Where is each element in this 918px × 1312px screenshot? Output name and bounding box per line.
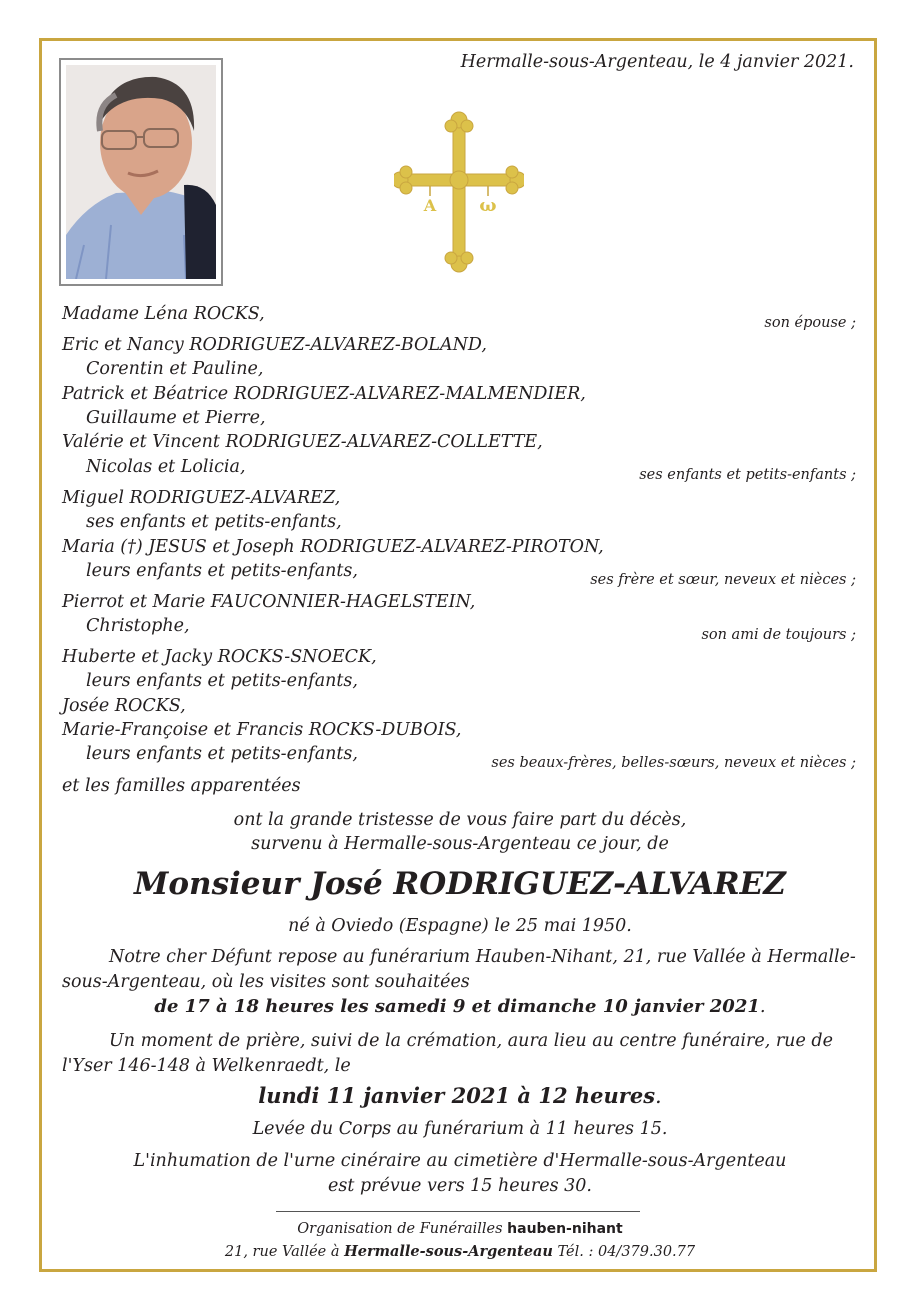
family-line: ses enfants et petits-enfants, xyxy=(86,512,342,532)
relation-label: son épouse ; xyxy=(764,315,856,331)
family-line: Nicolas et Lolicia, xyxy=(86,457,246,477)
ceremony-date-end: . xyxy=(655,1084,662,1108)
family-line: leurs enfants et petits-enfants, xyxy=(86,671,358,691)
footer-address xyxy=(62,1243,858,1260)
family-line: Pierrot et Marie FAUCONNIER-HAGELSTEIN, xyxy=(62,592,476,612)
family-line: Marie-Françoise et Francis ROCKS-DUBOIS, xyxy=(62,720,462,740)
family-line: Corentin et Pauline, xyxy=(86,359,264,379)
family-line: leurs enfants et petits-enfants, xyxy=(86,744,358,764)
footer-phone: Tél. : 04/379.30.77 xyxy=(557,1244,696,1260)
relation-label: son ami de toujours ; xyxy=(701,627,856,643)
family-line: et les familles apparentées xyxy=(62,776,301,796)
family-line: Josée ROCKS, xyxy=(62,696,186,716)
footer-organisation xyxy=(62,1221,858,1237)
alpha-letter: A xyxy=(423,196,437,215)
family-line: Guillaume et Pierre, xyxy=(86,408,266,428)
ceremony-date-bold: lundi 11 janvier 2021 à 12 heures xyxy=(258,1083,656,1108)
family-line: Miguel RODRIGUEZ-ALVAREZ, xyxy=(62,488,341,508)
visits-schedule xyxy=(62,996,858,1017)
visits-schedule-end: . xyxy=(759,996,766,1017)
announcement-line-2: survenu à Hermalle-sous-Argenteau ce jour, de xyxy=(251,834,669,854)
portrait-photo xyxy=(59,58,223,286)
family-line: Valérie et Vincent RODRIGUEZ-ALVAREZ-COLLETTE, xyxy=(62,432,543,452)
family-line: Huberte et Jacky ROCKS-SNOECK, xyxy=(62,647,377,667)
relation-label: ses beaux-frères, belles-sœurs, neveux et nièces ; xyxy=(491,755,856,771)
place-date: Hermalle-sous-Argenteau, le 4 janvier 2021. xyxy=(460,52,854,72)
visits-text: Notre cher Défunt repose au funérarium Hauben-Nihant, 21, rue Vallée à Hermalle-sous-Argenteau, où les visites sont souhaitées xyxy=(62,947,856,992)
omega-letter: ω xyxy=(479,195,497,216)
ceremony-date xyxy=(62,1083,858,1108)
footer-address-city: Hermalle-sous-Argenteau xyxy=(344,1243,553,1260)
brand-logo: hauben-nihant xyxy=(507,1221,623,1237)
portrait-illustration xyxy=(66,65,216,279)
relation-label: ses frère et sœur, neveux et nièces ; xyxy=(590,572,856,588)
cross-icon xyxy=(394,110,524,274)
inhumation-line-1: L'inhumation de l'urne cinéraire au cimetière d'Hermalle-sous-Argenteau xyxy=(133,1151,787,1171)
family-line: Madame Léna ROCKS, xyxy=(62,304,265,324)
family-line: Maria (†) JESUS et Joseph RODRIGUEZ-ALVAREZ-PIROTON, xyxy=(62,537,604,557)
levee-du-corps: Levée du Corps au funérarium à 11 heures 15. xyxy=(252,1119,668,1139)
birth-info: né à Oviedo (Espagne) le 25 mai 1950. xyxy=(288,916,632,936)
announcement-line-1: ont la grande tristesse de vous faire part du décès, xyxy=(233,810,687,830)
family-line: Patrick et Béatrice RODRIGUEZ-ALVAREZ-MALMENDIER, xyxy=(62,384,586,404)
footer-address-start: 21, rue Vallée à xyxy=(224,1244,340,1260)
family-line: Eric et Nancy RODRIGUEZ-ALVAREZ-BOLAND, xyxy=(62,335,487,355)
family-line: Christophe, xyxy=(86,616,190,636)
family-line: leurs enfants et petits-enfants, xyxy=(86,561,358,581)
ceremony-text: Un moment de prière, suivi de la crémation, aura lieu au centre funéraire, rue de l'Yser 146-148 à Welkenraedt, le xyxy=(62,1031,833,1076)
deceased-name: Monsieur José RODRIGUEZ-ALVAREZ xyxy=(134,866,786,902)
footer-org-label: Organisation de Funérailles xyxy=(297,1221,503,1237)
relation-label: ses enfants et petits-enfants ; xyxy=(639,467,856,483)
inhumation-line-2: est prévue vers 15 heures 30. xyxy=(328,1176,592,1196)
visits-schedule-bold: de 17 à 18 heures les samedi 9 et dimanche 10 janvier 2021 xyxy=(154,996,760,1017)
footer-divider xyxy=(276,1211,640,1212)
